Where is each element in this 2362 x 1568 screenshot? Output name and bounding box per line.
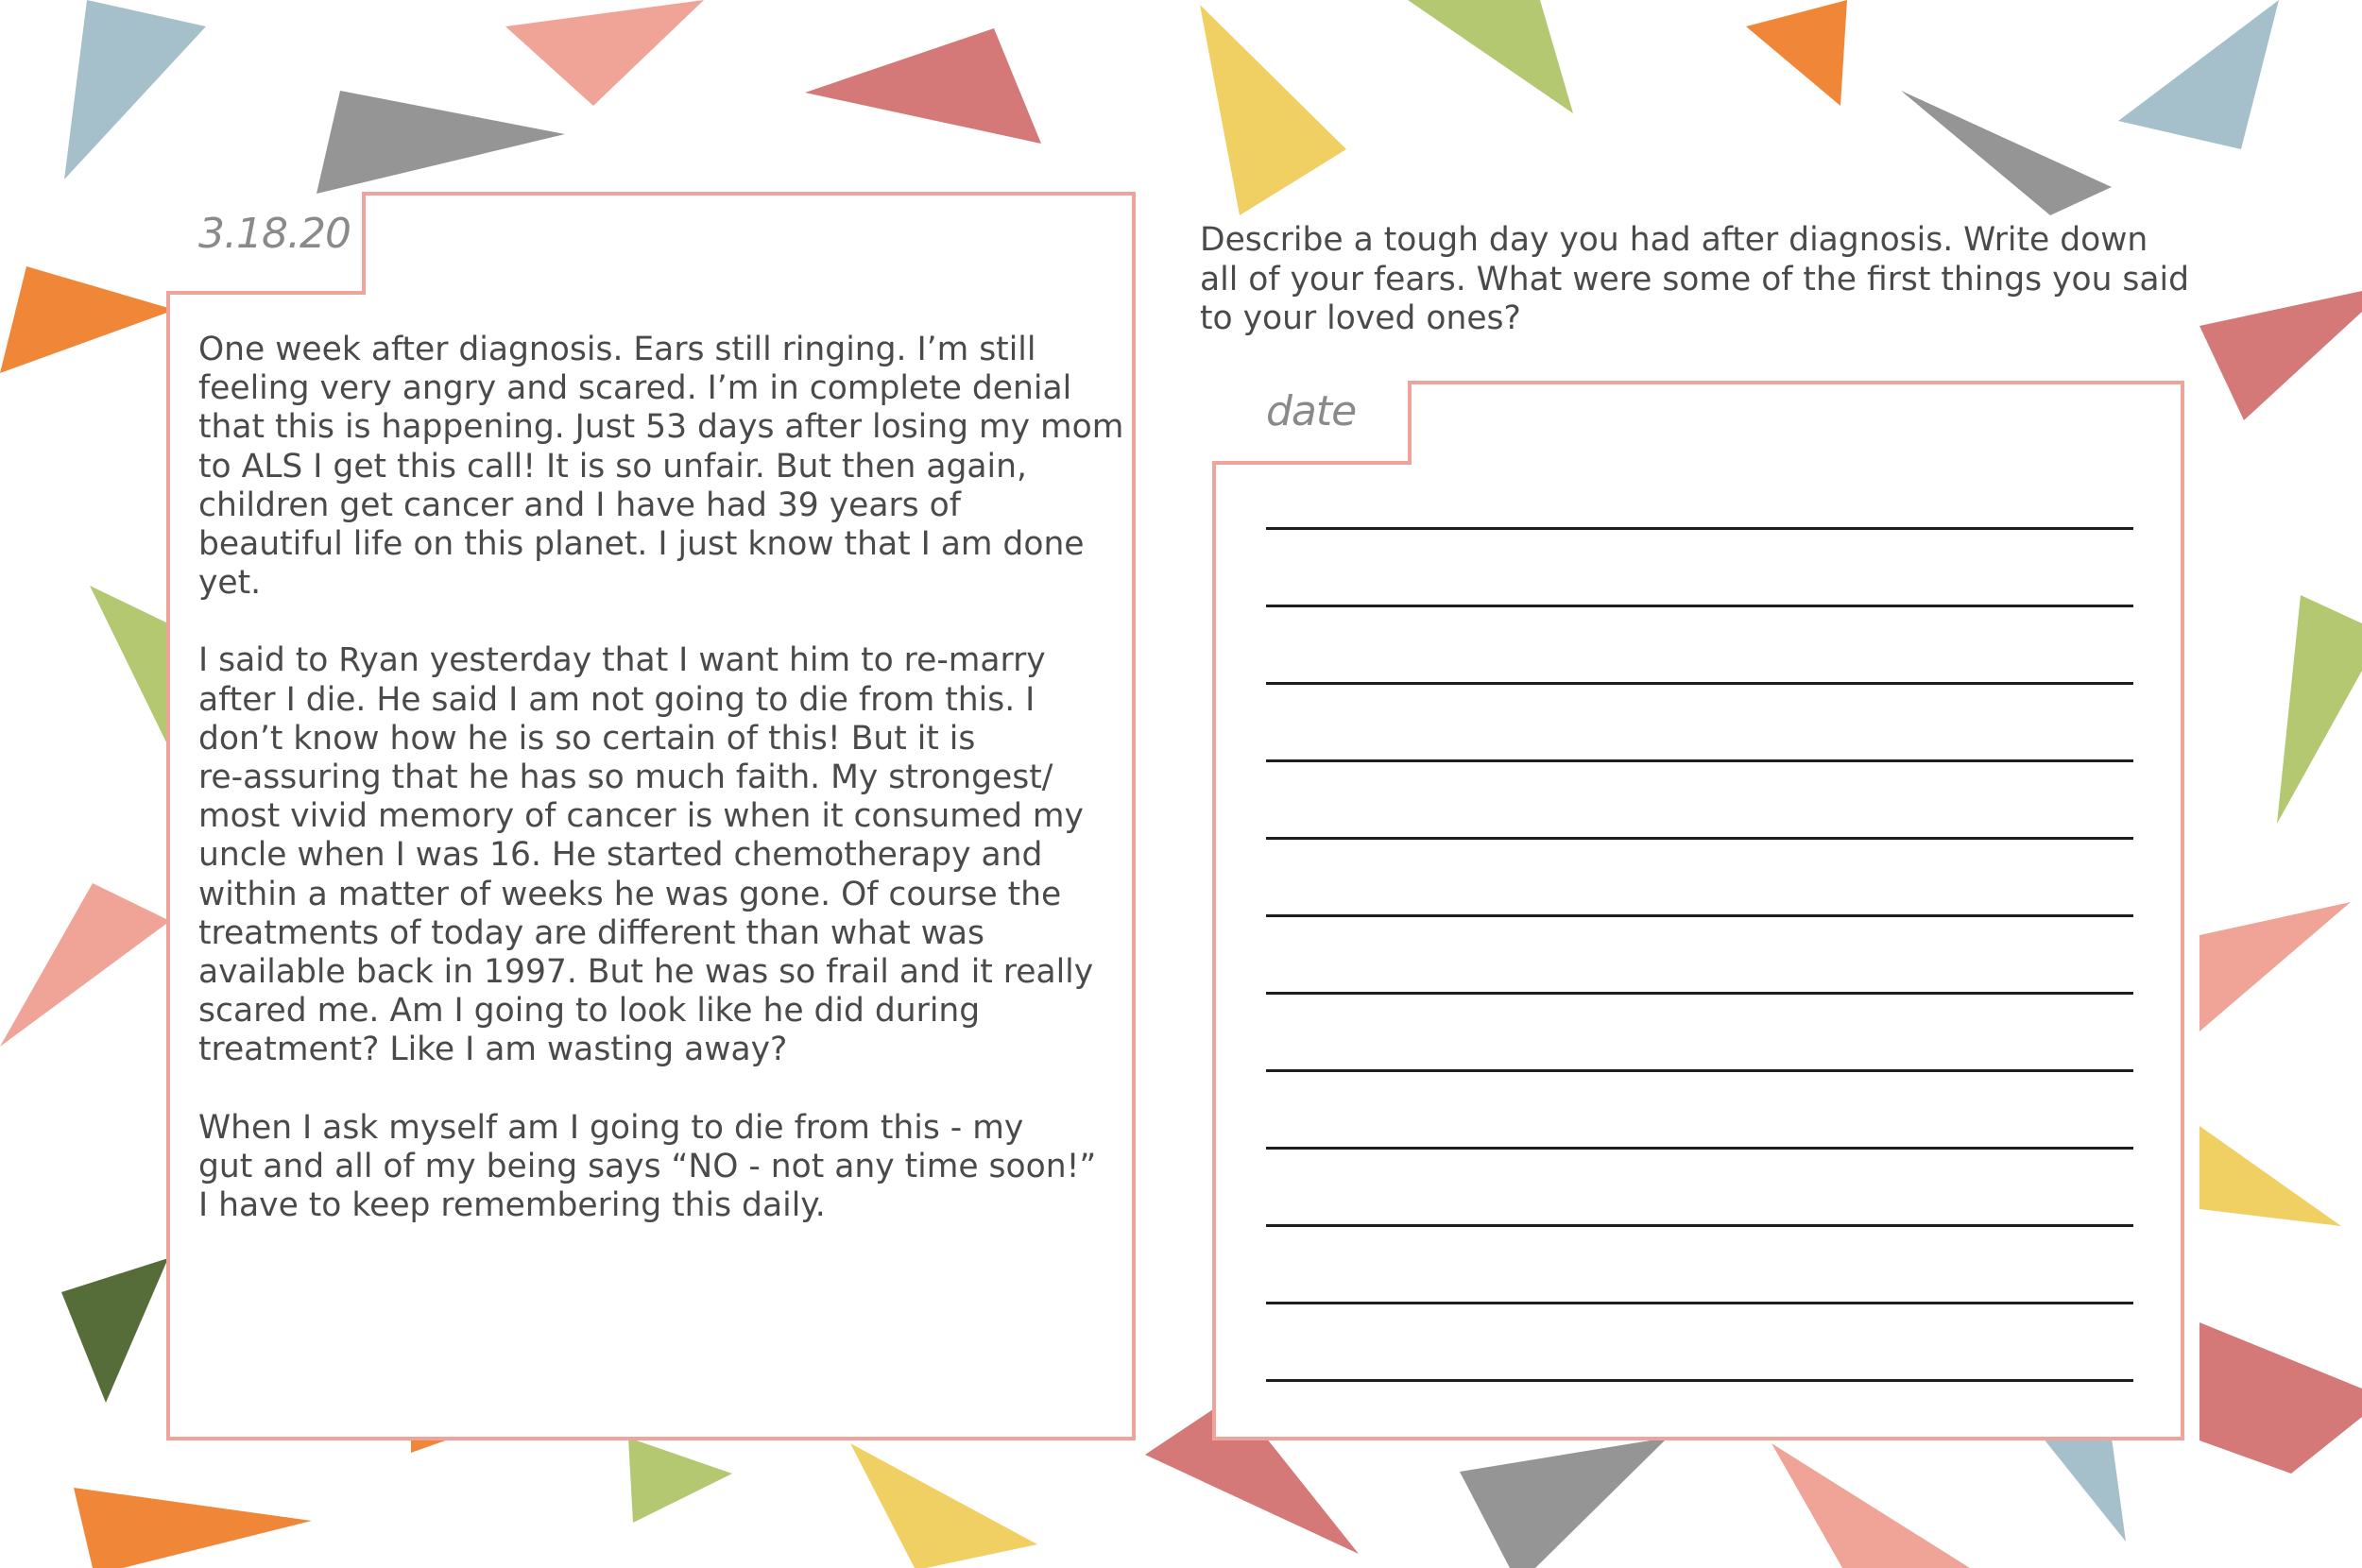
writing-line[interactable] xyxy=(1266,1379,2133,1382)
writing-line[interactable] xyxy=(1266,1302,2133,1304)
entry-body xyxy=(198,331,1129,1264)
writing-line[interactable] xyxy=(1266,1224,2133,1227)
writing-line[interactable] xyxy=(1266,837,2133,840)
writing-line[interactable] xyxy=(1266,914,2133,917)
writing-line[interactable] xyxy=(1266,605,2133,607)
journal-prompt: Describe a tough day you had after diagnosis. Write down all of your fears. What were some of the first things you said to your loved ones? xyxy=(1200,221,2190,337)
writing-line[interactable] xyxy=(1266,682,2133,685)
entry-paragraph: When I ask myself am I going to die from this - my gut and all of my being says “NO - not any time soon!” I have to keep remembering this daily. xyxy=(198,1108,1097,1225)
date-placeholder[interactable]: date xyxy=(1266,387,1357,435)
entry-date: 3.18.20 xyxy=(198,210,351,258)
entry-paragraph: One week after diagnosis. Ears still ringing. I’m still feeling very angry and scared. I’m in complete denial that this is happening. Just 53 days after losing my mom to ALS I get this call! It is so unfair. But then again, children get cancer and I have had 39 years of beautiful life on this planet. I just know that I am done yet. xyxy=(198,331,1124,603)
entry-paragraph: I said to Ryan yesterday that I want him to re-marry after I die. He said I am not going to die from this. I don’t know how he is so certain of this! But it is re-assuring that he has so much faith. My strongest/ most vivid memory of cancer is when it consumed my uncle when I was 16. He started chemotherapy and within a matter of weeks he was gone. Of course the treatments of today are different than what was available back in 1997. But he was so frail and it really scared me. Am I going to look like he did during treatment? Like I am wasting away? xyxy=(198,641,1094,1069)
writing-line[interactable] xyxy=(1266,992,2133,995)
writing-line[interactable] xyxy=(1266,1147,2133,1150)
writing-line[interactable] xyxy=(1266,759,2133,762)
writing-line[interactable] xyxy=(1266,1069,2133,1072)
writing-line[interactable] xyxy=(1266,527,2133,530)
